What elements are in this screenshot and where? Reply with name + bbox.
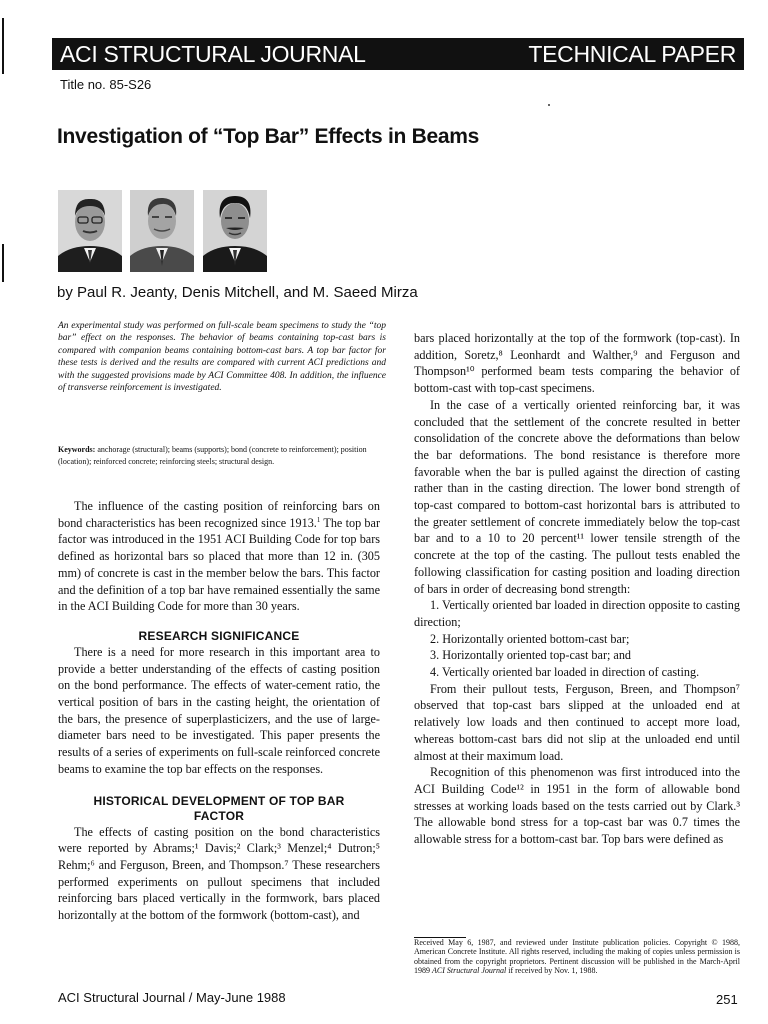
- margin-mark-middle: [2, 244, 4, 282]
- footnote-text-2: if received by Nov. 1, 1988.: [506, 966, 598, 976]
- footnote: [414, 938, 740, 976]
- keywords: [58, 444, 386, 467]
- journal-header-bar: [52, 38, 744, 70]
- intro-text-1: The influence of the casting position of reinforcing bars on bond characteristics has been recognized since 1913.: [58, 499, 380, 530]
- left-column: [58, 498, 380, 924]
- research-significance-paragraph: There is a need for more research in this important area to provide a better understanding of the effects of casting position on the bond performance. The effects of water-cement ratio, the vertical position of bars in the casting height, the orientation of the bars, the presence of superplasticizers, and the use of large-diameter bars need to be investigated. This paper presents the results of a series of experiments on full-scale reinforced concrete beams to examine the top bar effects on the responses.: [58, 644, 380, 776]
- author-photo-jeanty: [58, 190, 122, 272]
- paper-type: TECHNICAL PAPER: [528, 41, 736, 67]
- keywords-text: anchorage (structural); beams (supports); bond (concrete to reinforcement); position (location); reinforced concrete; reinforcing steels; structural design.: [58, 445, 367, 466]
- author-byline: by Paul R. Jeanty, Denis Mitchell, and M. Saeed Mirza: [57, 284, 418, 301]
- heading-historical-development: HISTORICAL DEVELOPMENT OF TOP BAR FACTOR: [93, 793, 345, 823]
- keywords-label: Keywords:: [58, 445, 96, 454]
- right-paragraph-3: From their pullout tests, Ferguson, Breen, and Thompson⁷ observed that top-cast bars slipped at the unloaded end at relatively low loads and then continued to accept more load, whereas bottom-cast bars did not slip at the unloaded end until almost at their maximum load.: [414, 681, 740, 763]
- intro-ref-1: 1: [316, 515, 321, 524]
- right-column: [414, 330, 740, 848]
- page-number: 251: [716, 992, 738, 1007]
- history-paragraph: The effects of casting position on the bond characteristics were reported by Abrams;¹ Davis;² Clark;³ Menzel;⁴ Dutron;⁵ Rehm;⁶ and Ferguson, Breen, and Thompson.⁷ These researchers performed experiments on pullout specimens that included reinforcing bars placed vertically in the formwork, bars placed horizontally at the bottom of the formwork (bottom-cast), and: [58, 824, 380, 923]
- footnote-journal-ref: ACI Structural Journal: [432, 966, 507, 976]
- journal-name: ACI STRUCTURAL JOURNAL: [60, 41, 366, 67]
- footnote-text-1: Received May 6, 1987, and reviewed under Institute publication policies. Copyright © 1988, American Concrete Institute. All rights reserved, including the making of copies unless permission is obtained from the copyright proprietors. Pertinent discussion will be published in the March-April 1989: [414, 938, 740, 976]
- author-photo-mirza: [203, 190, 267, 272]
- title-number: Title no. 85-S26: [60, 77, 152, 92]
- right-paragraph-4: Recognition of this phenomenon was first introduced into the ACI Building Code¹² in 1951 in the form of allowable bond stresses at working loads based on the tests carried out by Clark.³ The allowable bond stress for a top-cast bar was 0.7 times the allowable stress for a bottom-cast bar. Top bars were defined as: [414, 765, 740, 847]
- footer-journal-issue: ACI Structural Journal / May-June 1988: [58, 990, 286, 1005]
- abstract: An experimental study was performed on full-scale beam specimens to study the “top bar” effect on the responses. The behavior of beams containing top-cast bars is compared with companion beams containing bottom-cast bars. A top bar factor for these tests is derived and the results are compared with current ACI predictions and with the suggested provisions made by ACI Committee 408. In addition, the influence of transverse reinforcement is investigated.: [58, 321, 386, 394]
- paper-title: Investigation of “Top Bar” Effects in Beams: [57, 125, 479, 148]
- author-photo-mitchell: [130, 190, 194, 272]
- right-paragraph-2: In the case of a vertically oriented reinforcing bar, it was concluded that the settlement of the concrete resulted in better consolidation of the concrete above the deformations than below the bar deformations. The bond resistance is therefore more favorable when the bar is pulled against the direction of casting rather than in the casting direction. The lower bond strength of top-cast compared to bottom-cast horizontal bars is attributed to the greater settlement of concrete immediately below the top-cast bar and to a 10 to 20 percent¹¹ lower tensile strength of the concrete at the top of the casting. The pullout tests enabled the following classification for casting position and loading direction of bars in order of decreasing bond strength:: [414, 397, 740, 596]
- heading-research-significance: RESEARCH SIGNIFICANCE: [138, 628, 300, 643]
- list-item-2: 2. Horizontally oriented bottom-cast bar;: [430, 631, 630, 646]
- intro-text-2: The top bar factor was introduced in the 1951 ACI Building Code for top bars defined as horizontal bars so placed that more than 12 in. (305 mm) of concrete is cast in the member below the bars. This factor and the definition of a top bar have remained essentially the same in the ACI Building Code for more than 30 years.: [58, 515, 380, 614]
- list-item-3: 3. Horizontally oriented top-cast bar; and: [430, 648, 632, 663]
- margin-mark-top: [2, 18, 4, 74]
- list-item-4: 4. Vertically oriented bar loaded in direction of casting.: [430, 665, 700, 680]
- scan-speck: [548, 104, 550, 106]
- intro-paragraph: [58, 498, 380, 615]
- list-item-1: 1. Vertically oriented bar loaded in direction opposite to casting direction;: [414, 598, 740, 629]
- right-paragraph-1: bars placed horizontally at the top of the formwork (top-cast). In addition, Soretz,⁸ Leonhardt and Walther,⁹ and Ferguson and Thompson¹⁰ performed beam tests comparing the behavior of bottom-cast with top-cast specimens.: [414, 331, 740, 396]
